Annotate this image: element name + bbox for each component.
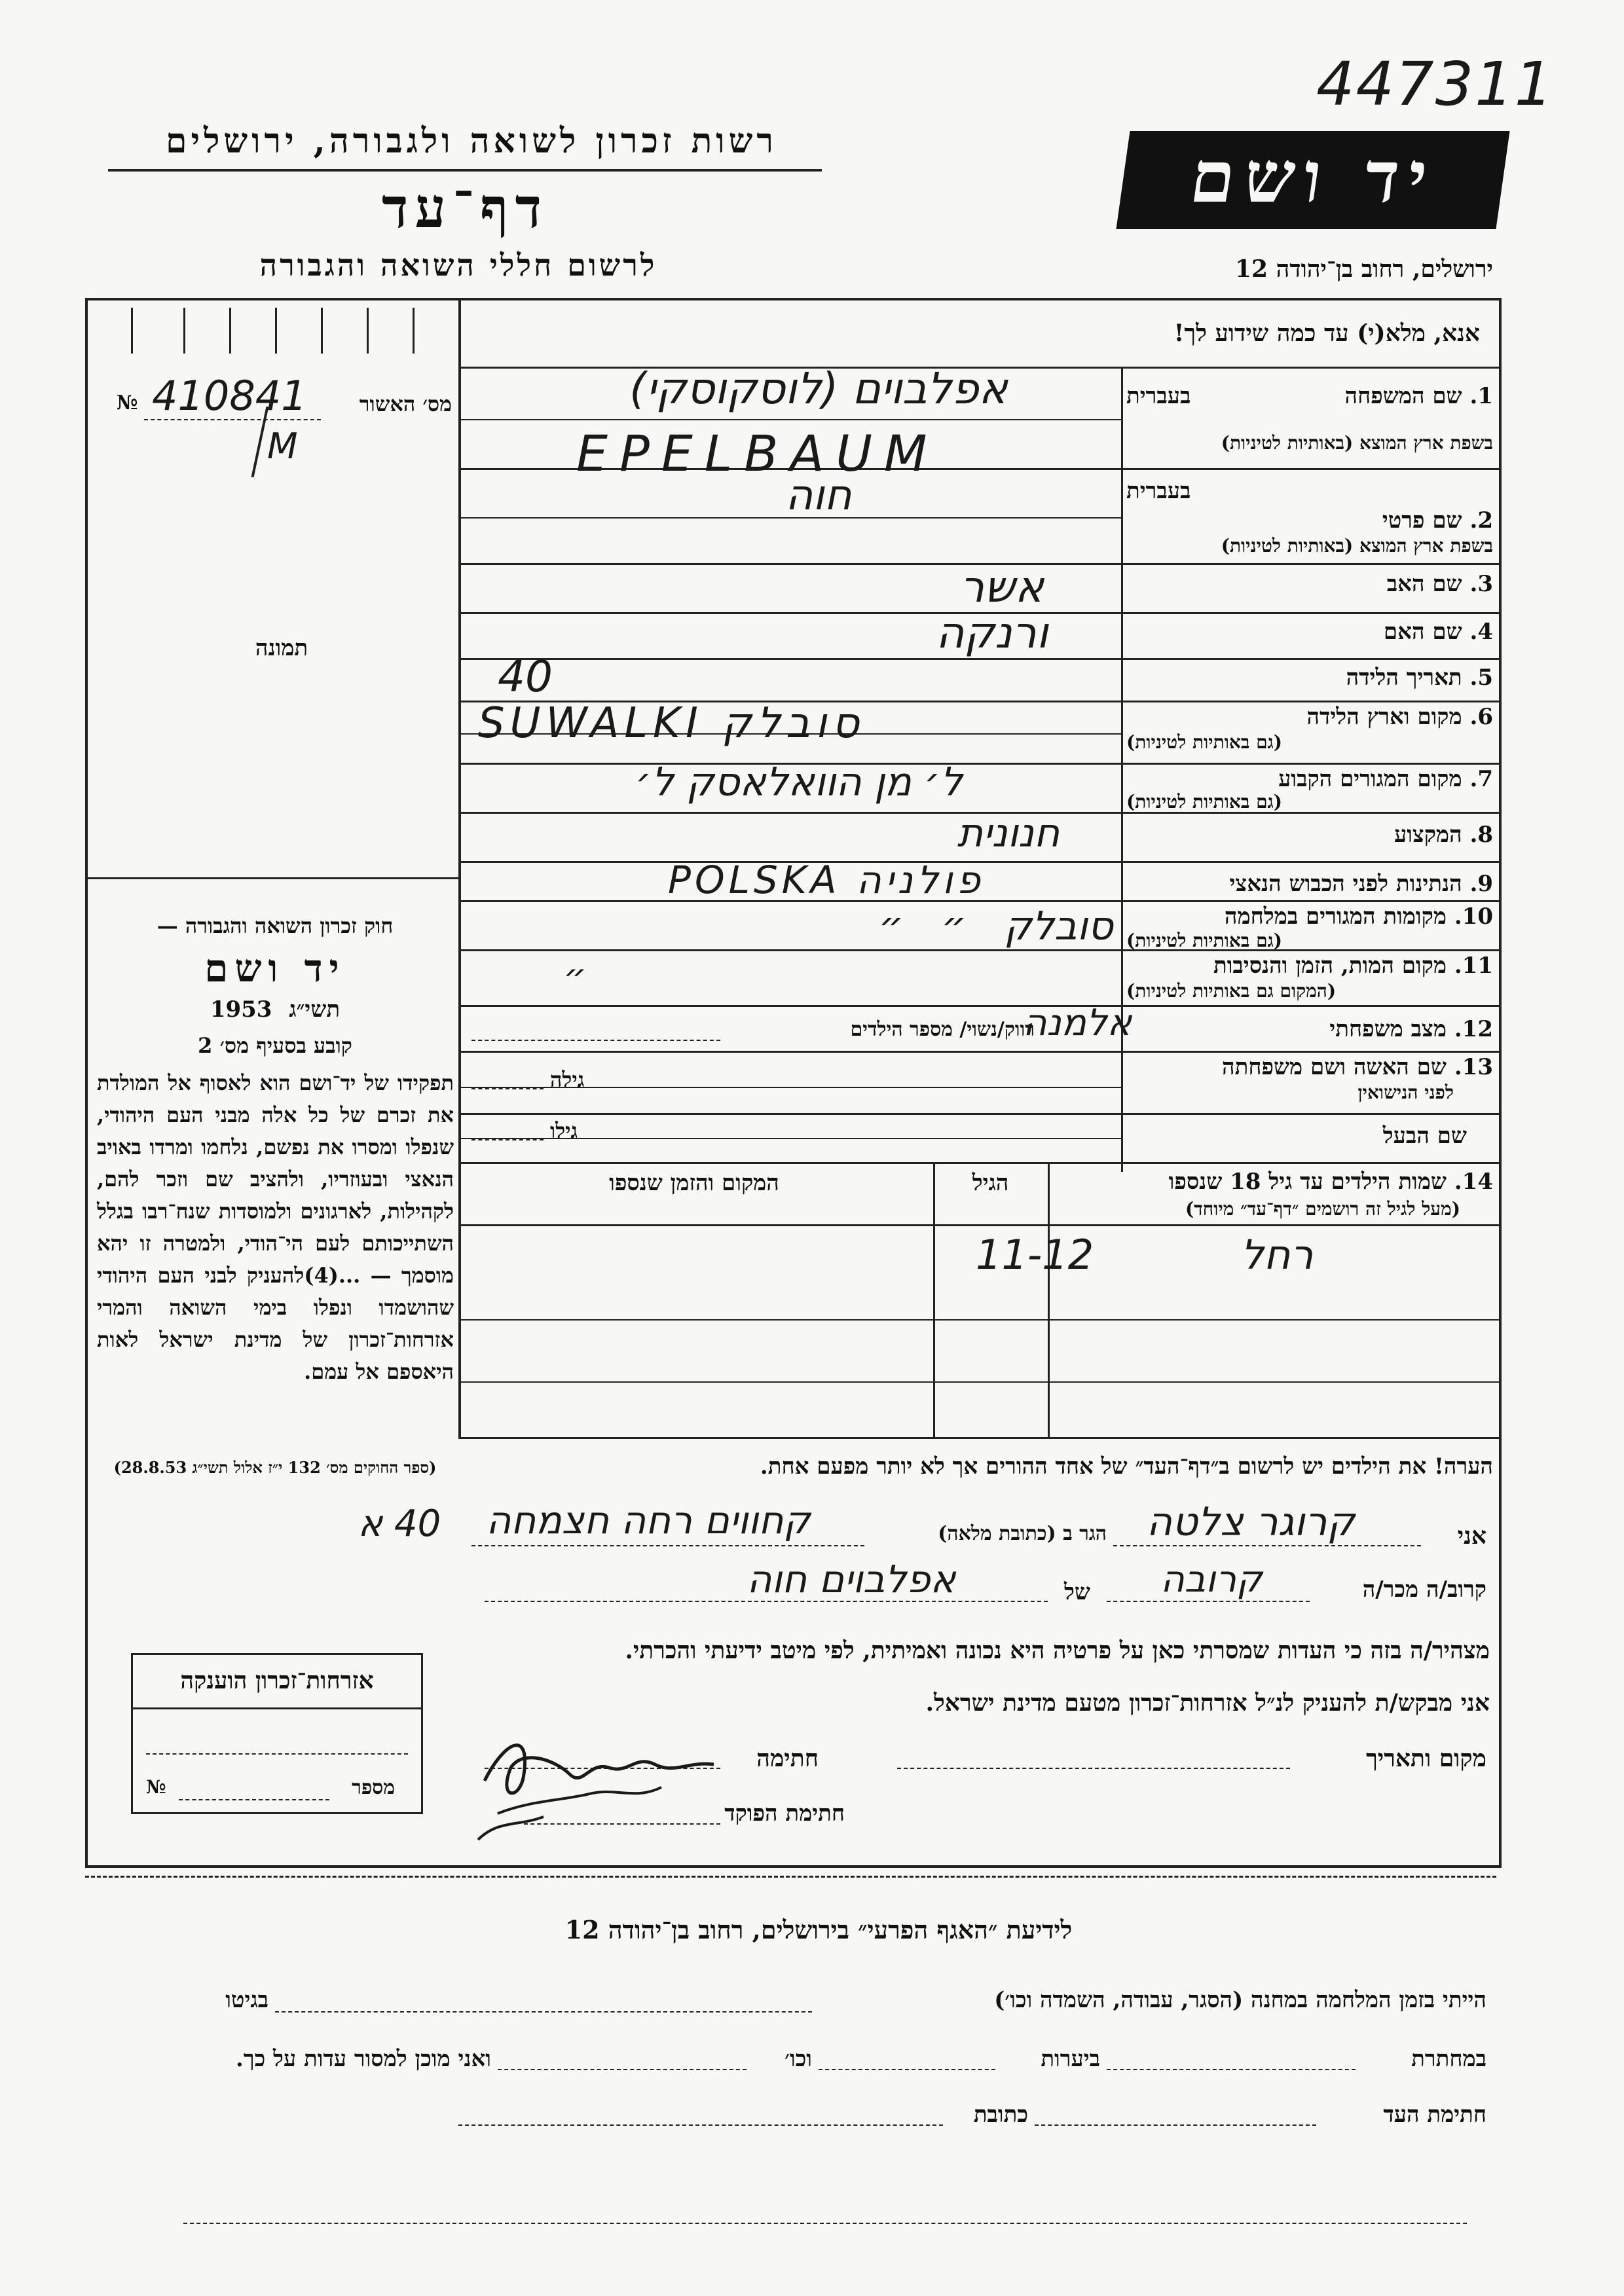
- declaration-text: מצהיר/ה בזה כי העדות שמסרתי כאן על פרטיה היא נכונה ואמיתית, לפי מיטב ידיעתי והכרתי.: [625, 1637, 1490, 1664]
- declarant-address[interactable]: קחווים רחה חצמחה: [486, 1498, 811, 1542]
- field-12-value[interactable]: אלמנה: [1022, 1002, 1132, 1044]
- field-1-value-latin[interactable]: EPELBAUM: [576, 424, 939, 483]
- field-5-label: תאריך הלידה: [1346, 665, 1462, 691]
- child-row-1-age[interactable]: 11-12: [976, 1231, 1094, 1279]
- field-3-label: שם האב: [1386, 571, 1462, 597]
- logo-text: יד ושם: [1185, 136, 1442, 219]
- declarant-address-label: הגר ב (כתובת מלאה): [938, 1522, 1107, 1545]
- declarant-name[interactable]: קרוגר צלטה: [1146, 1499, 1356, 1545]
- relation-dotted: [1107, 1601, 1310, 1602]
- institution-name: רשות זכרון לשואה ולגבורה, ירושלים: [166, 121, 777, 161]
- relation-value[interactable]: קרובה: [1160, 1558, 1263, 1601]
- top-handwritten-number: 447311: [1316, 49, 1555, 119]
- approval-mark: M: [267, 426, 298, 467]
- field-husband-age-label: גילו: [550, 1118, 578, 1143]
- field-6-num: 6.: [1469, 704, 1493, 730]
- signature-drawing: [458, 1702, 733, 1853]
- citizenship-box-number-label: מספר: [352, 1776, 395, 1799]
- field-wartime-residence: [1126, 903, 1493, 949]
- field-13-num: 13.: [1454, 1054, 1493, 1080]
- field-marital-status: [1126, 1016, 1493, 1042]
- field-12-num: 12.: [1454, 1016, 1493, 1042]
- yad-vashem-logo: [1116, 131, 1509, 229]
- field-father-name: [1126, 571, 1493, 597]
- field-citizenship: [1126, 871, 1493, 897]
- field-13-sub: לפני הנישואין: [1357, 1082, 1454, 1103]
- field-7-value[interactable]: ל׳ מן הוואלאסק ל׳: [635, 759, 963, 805]
- field-mother-name: [1126, 619, 1493, 645]
- field-3-value[interactable]: אשר: [959, 562, 1044, 612]
- field-11-label: מקום המות, הזמן והנסיבות: [1213, 953, 1447, 979]
- institution-underline: [108, 169, 822, 172]
- field-first-name: [1126, 475, 1493, 560]
- field-5-num: 5.: [1469, 665, 1493, 691]
- place-date-dotted: [897, 1768, 1290, 1769]
- declarant-name-dotted: [1113, 1545, 1421, 1546]
- form-title: דף־עד: [381, 175, 548, 240]
- declarant-address-dotted: [471, 1545, 864, 1546]
- citizenship-box-title: אזרחות־זכרון הוענקה: [180, 1667, 374, 1694]
- signature-label: חתימה: [756, 1745, 819, 1772]
- children-num: 14.: [1454, 1169, 1493, 1195]
- field-12-printed: רווק/נשוי/ מספר הילדים: [850, 1018, 1035, 1041]
- form-subtitle: לרשום חללי השואה והגבורה: [259, 247, 657, 283]
- officer-signature-label: חתימת הפוקד: [724, 1800, 845, 1827]
- field-death-place: [1126, 953, 1493, 1002]
- note: הערה! את הילדים יש לרשום ב״דף־העד״ של אחד ההורים אך לא יותר מפעם אחת.: [760, 1453, 1493, 1480]
- field-2-label: שם פרטי: [1382, 507, 1462, 534]
- law-text: תפקידו של יד־ושם הוא לאסוף אל המולדת את זכרם של כל אלה מבני העם היהודי, שנפלו ומסרו את נפשם, נלחמו ומרדו באויב הנאצי ובעוזריו, ולהציב שם וזכר להם, לקהילות, לארגונים ולמוסדות שנח־רבו בגלל השתייכותם לעם הי־הודי, ולמטרה זו יהא מוסמך — ...(4)להעניק לבני העם היהודי שהושמדו ונפלו בימי השואה והמרי אזרחות־זכרון של מדינת ישראל לאות היאספם אל עמם.: [97, 1070, 454, 1384]
- field-10-label: מקומות המגורים במלחמה: [1224, 903, 1447, 930]
- top-ticks: [92, 308, 452, 357]
- field-13-age-dotted: [471, 1088, 544, 1089]
- field-3-num: 3.: [1469, 571, 1493, 597]
- field-1-value-he[interactable]: אפלבוים (לוסקוסקי): [629, 363, 1008, 414]
- field-profession: [1126, 822, 1493, 848]
- field-7-num: 7.: [1469, 766, 1493, 792]
- declarant-ani-label: אני: [1457, 1522, 1486, 1550]
- field-1-num: 1.: [1469, 383, 1493, 409]
- field-10-sub: (גם באותיות לטיניות): [1126, 930, 1283, 951]
- field-7-label: מקום המגורים הקבוע: [1278, 766, 1462, 792]
- children-place-header: המקום והזמן שנספו: [609, 1170, 779, 1196]
- child-row-1-name[interactable]: רחל: [1240, 1231, 1314, 1279]
- law-logo: יד ושם: [204, 946, 346, 991]
- field-10-num: 10.: [1454, 903, 1493, 930]
- field-residence: [1126, 766, 1493, 812]
- field-2-value-he[interactable]: חוה: [785, 471, 852, 520]
- children-header-text: שמות הילדים עד גיל 18 שנספו: [1168, 1169, 1447, 1195]
- footer-title: לידיעת ״האגף הפרעי״ בירושלים, רחוב בן־יהודה 12: [564, 1915, 1073, 1944]
- field-1-sub: בשפת ארץ המוצא (באותיות לטיניות): [1221, 432, 1493, 454]
- field-2-lang: בעברית: [1126, 478, 1191, 504]
- field-4-num: 4.: [1469, 619, 1493, 645]
- footer-line3-b: כתובת: [973, 2102, 1028, 2128]
- field-1-lang: בעברית: [1126, 383, 1191, 409]
- field-wife-name: [1126, 1054, 1493, 1110]
- field-husband-age-dotted: [471, 1139, 544, 1140]
- footer-line2-a: במחתרת: [1411, 2046, 1486, 2072]
- footer-line1-a: הייתי בזמן המלחמה במחנה (הסגר, עבודה, השמדה וכו׳): [994, 1987, 1486, 2013]
- citizenship-box-number-symbol: №: [146, 1776, 166, 1798]
- address: ירושלים, רחוב בן־יהודה 12: [1234, 255, 1493, 283]
- field-6-sub: (גם באותיות לטיניות): [1126, 731, 1283, 753]
- citizenship-box: [131, 1653, 423, 1814]
- field-8-value[interactable]: חנונית: [957, 811, 1060, 856]
- of-name[interactable]: אפלבוים חוה: [747, 1557, 956, 1601]
- citizenship-request: אני מבקש/ת להעניק לנ״ל אזרחות־זכרון מטעם מדינת ישראל.: [925, 1689, 1490, 1717]
- field-7-sub: (גם באותיות לטיניות): [1126, 791, 1283, 812]
- photo-bottom-line: [85, 877, 458, 879]
- children-header-sub: (מעל לגיל זה רושמים ״דף־עד״ מיוחד): [1185, 1198, 1460, 1220]
- note-line: [458, 1437, 1500, 1439]
- field-birth-date: [1126, 665, 1493, 691]
- approval-label: מס׳ האשור: [359, 392, 452, 416]
- field-birth-place: [1126, 704, 1493, 759]
- field-13-label: שם האשה ושם משפחתה: [1222, 1054, 1447, 1080]
- field-9-label: הנתינות לפני הכבוש הנאצי: [1229, 871, 1462, 897]
- field-9-value[interactable]: POLSKA פולניה: [668, 858, 984, 902]
- field-1-label: שם המשפחה: [1344, 383, 1462, 409]
- approval-dotted-line: [144, 419, 321, 420]
- field-10-value[interactable]: סובלק ״ ״: [878, 903, 1113, 949]
- approval-no-symbol: №: [117, 392, 138, 414]
- field-6-value[interactable]: SUWALKI סובלק: [478, 699, 864, 748]
- field-9-num: 9.: [1469, 871, 1493, 897]
- photo-label: תמונה: [255, 635, 308, 661]
- field-6-label: מקום וארץ הלידה: [1306, 704, 1462, 730]
- field-12-label: מצב משפחתי: [1329, 1016, 1447, 1042]
- footer-line3-a: חתימת העד: [1383, 2102, 1486, 2128]
- law-section: קובע בסעיף מס׳ 2: [198, 1033, 352, 1058]
- field-8-label: המקצוע: [1393, 822, 1462, 848]
- children-age-header: הגיל: [972, 1170, 1009, 1196]
- field-2-num: 2.: [1469, 507, 1493, 534]
- children-table: [458, 1162, 1500, 1444]
- field-4-value[interactable]: ורנקה: [936, 608, 1048, 658]
- field-13-age-label: גילה: [550, 1067, 585, 1092]
- field-family-name: [1126, 376, 1493, 465]
- relation-label: קרוב/ה מכר/ה: [1362, 1576, 1486, 1603]
- field-5-value[interactable]: 40: [498, 651, 553, 702]
- of-label: של: [1064, 1579, 1090, 1605]
- footer-line2-b: ביערות: [1041, 2046, 1100, 2072]
- field-11-value[interactable]: ״: [563, 956, 587, 998]
- place-date-label: מקום ותאריך: [1366, 1745, 1486, 1772]
- field-husband-name: שם הבעל: [1382, 1123, 1467, 1149]
- fill-request: אנא, מלא(י) עד כמה שידוע לך!: [1173, 319, 1480, 347]
- field-11-sub: (המקום גם באותיות לטיניות): [1126, 980, 1337, 1002]
- law-title: חוק זכרון השואה והגבורה —: [157, 913, 394, 938]
- of-name-dotted: [485, 1601, 1048, 1602]
- footer-separator: [85, 1876, 1496, 1878]
- bottom-edge-line: [183, 2223, 1467, 2224]
- approval-number: 410841: [152, 372, 307, 420]
- footer-line2-d: ואני מוכן למסור עדות על כך.: [236, 2046, 491, 2072]
- field-2-sub: בשפת ארץ המוצא (באותיות לטיניות): [1221, 535, 1493, 556]
- children-header: [1061, 1169, 1493, 1195]
- law-reference: (ספר החוקים מס׳ 132 י״ז אלול תשי״ג 28.8.53): [113, 1458, 437, 1477]
- field-11-num: 11.: [1454, 953, 1493, 979]
- declarant-address-note[interactable]: 40 א: [358, 1503, 441, 1545]
- footer-line2-c: וכו׳: [784, 2046, 812, 2072]
- law-year: 1953: [210, 996, 272, 1023]
- field-12-dotted: [471, 1040, 720, 1041]
- law-year-heb: תשי״ג: [289, 996, 341, 1023]
- law-year-row: [98, 996, 452, 1023]
- footer-line1-b: בגיטו: [225, 1987, 268, 2013]
- field-8-num: 8.: [1469, 822, 1493, 848]
- field-4-label: שם האם: [1383, 619, 1462, 645]
